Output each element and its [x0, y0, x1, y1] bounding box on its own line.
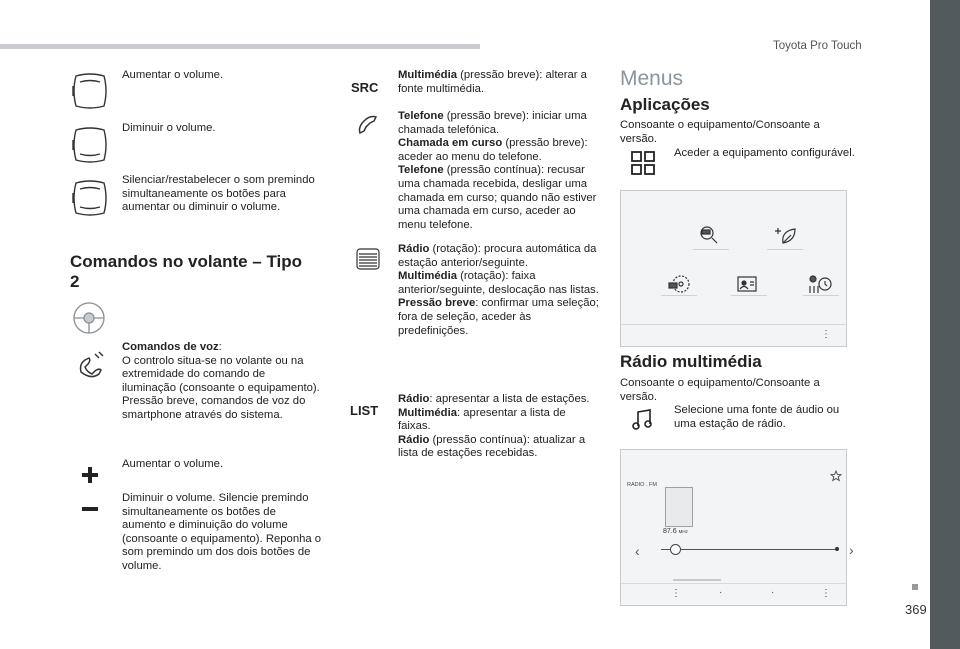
radio-screen	[620, 449, 854, 606]
frequency-unit: MHz	[678, 529, 688, 534]
phone-desc-3: (pressão contínua): recusar uma chamada recebida, desligar uma chamada em curso; quando não estiver uma chamada em curso, aceder ao menu telefone.	[398, 164, 597, 231]
list-desc-2: : apresentar a lista de faixas.	[398, 406, 566, 433]
plus-icon	[80, 465, 100, 485]
wheel-desc-1: (rotação): procura automática da estação anterior/seguinte.	[398, 243, 597, 269]
minus-text: Diminuir o volume. Silencie premindo simultaneamente os botões de aumento e diminuição do volume (consoante o equipamento). Reponha o som premindo um dos dois botões de volume.	[122, 492, 322, 572]
tuning-slider-end	[835, 547, 839, 551]
app-underline	[661, 295, 697, 296]
phone-bold-2: Chamada em curso	[398, 137, 503, 150]
volume-up-text: Aumentar o volume.	[122, 69, 224, 81]
list-label-icon: LIST	[350, 403, 379, 418]
options-dots-icon[interactable]: ⋮	[821, 588, 831, 599]
list-text	[398, 393, 600, 461]
wheel-bold-2: Multimédia	[398, 270, 457, 283]
page-side-tab	[930, 0, 960, 649]
page-dot-icon[interactable]: ·	[719, 587, 723, 598]
frequency-readout	[663, 528, 688, 535]
frequency-value: 87.6	[663, 528, 677, 535]
phone-desc-1: (pressão breve): iniciar uma chamada telefónica.	[398, 110, 587, 136]
wheel-bold-1: Rádio	[398, 243, 430, 255]
station-artwork	[665, 487, 693, 527]
section-heading-steering: Comandos no volante – Tipo 2	[70, 252, 303, 291]
page-dot-icon[interactable]: ·	[771, 587, 775, 598]
page-number: 369	[905, 602, 927, 617]
radio-note: Consoante o equipamento/Consoante a versão.	[620, 377, 820, 403]
contacts-card-icon[interactable]	[736, 275, 758, 293]
app-underline	[731, 295, 767, 296]
tuning-slider-knob[interactable]	[670, 544, 681, 555]
header-title: Toyota Pro Touch	[773, 40, 862, 52]
src-bold: Multimédia	[398, 69, 457, 81]
plus-text: Aumentar o volume.	[122, 458, 224, 470]
apps-note: Consoante o equipamento/Consoante a versão.	[620, 119, 820, 145]
app-underline	[693, 249, 729, 250]
volume-down-text: Diminuir o volume.	[122, 122, 216, 134]
apps-grid-icon	[630, 150, 656, 176]
screen-divider	[621, 324, 846, 325]
menus-title: Menus	[620, 67, 684, 90]
screen-divider	[621, 583, 846, 584]
voice-command-icon	[75, 350, 105, 380]
src-text	[398, 69, 598, 96]
volume-mute-text: Silenciar/restabelecer o som premindo simultaneamente os botões para aumentar ou diminuir o volume.	[122, 174, 315, 214]
list-bold-2: Multimédia	[398, 406, 457, 419]
connected-services-icon[interactable]	[699, 225, 721, 245]
apps-text: Aceder a equipamento configurável.	[674, 147, 855, 159]
src-desc: (pressão breve): alterar a fonte multimédia.	[398, 69, 587, 95]
phone-text	[398, 110, 600, 232]
phone-icon	[356, 113, 380, 137]
phone-bold-3: Telefone	[398, 164, 444, 177]
vehicle-settings-icon[interactable]	[807, 273, 833, 295]
next-station-chevron-icon[interactable]: ›	[849, 542, 854, 558]
list-bold-1: Rádio	[398, 393, 430, 405]
wheel-desc-2: (rotação): faixa anterior/seguinte, deslocação nas listas.	[398, 270, 599, 296]
wheel-bold-3: Pressão breve	[398, 297, 476, 310]
voice-command-description: O controlo situa-se no volante ou na extremidade do comando de iluminação (consoante o equipamento). Pressão breve, comandos de voz do smartphone através do sistema.	[122, 354, 320, 421]
voice-command-text	[122, 341, 322, 423]
driving-settings-icon[interactable]	[667, 273, 691, 295]
volume-up-switch-icon	[70, 70, 110, 112]
phone-desc-2: (pressão breve): aceder ao menu do telefone.	[398, 137, 588, 163]
voice-command-colon: :	[218, 341, 222, 353]
src-label-icon: SRC	[351, 80, 379, 95]
thumbwheel-text	[398, 243, 600, 338]
thumbwheel-icon	[355, 247, 381, 271]
options-dots-icon[interactable]: ⋮	[821, 329, 831, 340]
list-desc-3: (pressão contínua): atualizar a lista de estações recebidas.	[398, 433, 586, 460]
volume-down-switch-icon	[70, 124, 110, 166]
voice-command-bold: Comandos de voz	[122, 341, 219, 353]
minus-icon	[80, 506, 100, 512]
favorite-star-icon[interactable]	[830, 470, 842, 482]
apps-heading: Aplicações	[620, 95, 710, 114]
phone-bold-1: Telefone	[398, 110, 444, 122]
volume-mute-switch-icon	[70, 177, 110, 219]
steering-wheel-icon	[71, 300, 107, 336]
header-bar	[0, 44, 480, 49]
list-desc-1: : apresentar a lista de estações.	[429, 393, 590, 405]
page-marker	[912, 584, 918, 590]
list-bold-3: Rádio	[398, 433, 430, 446]
app-underline	[767, 249, 803, 250]
active-tab-indicator	[673, 579, 721, 581]
radio-text: Selecione uma fonte de áudio ou uma estação de rádio.	[674, 404, 840, 430]
eco-leaf-icon[interactable]	[773, 225, 799, 245]
previous-station-icon[interactable]: ‹	[635, 543, 640, 559]
apps-screen	[620, 190, 847, 347]
radio-band-label: RADIO . FM	[627, 482, 657, 488]
tuning-slider-track[interactable]	[661, 549, 837, 550]
app-underline	[803, 295, 839, 296]
list-menu-dots-icon[interactable]: ⋮	[671, 588, 681, 599]
music-note-icon	[631, 408, 655, 432]
wheel-desc-3: : confirmar uma seleção; fora de seleção, aceder às predefinições.	[398, 297, 599, 337]
radio-heading: Rádio multimédia	[620, 352, 762, 371]
